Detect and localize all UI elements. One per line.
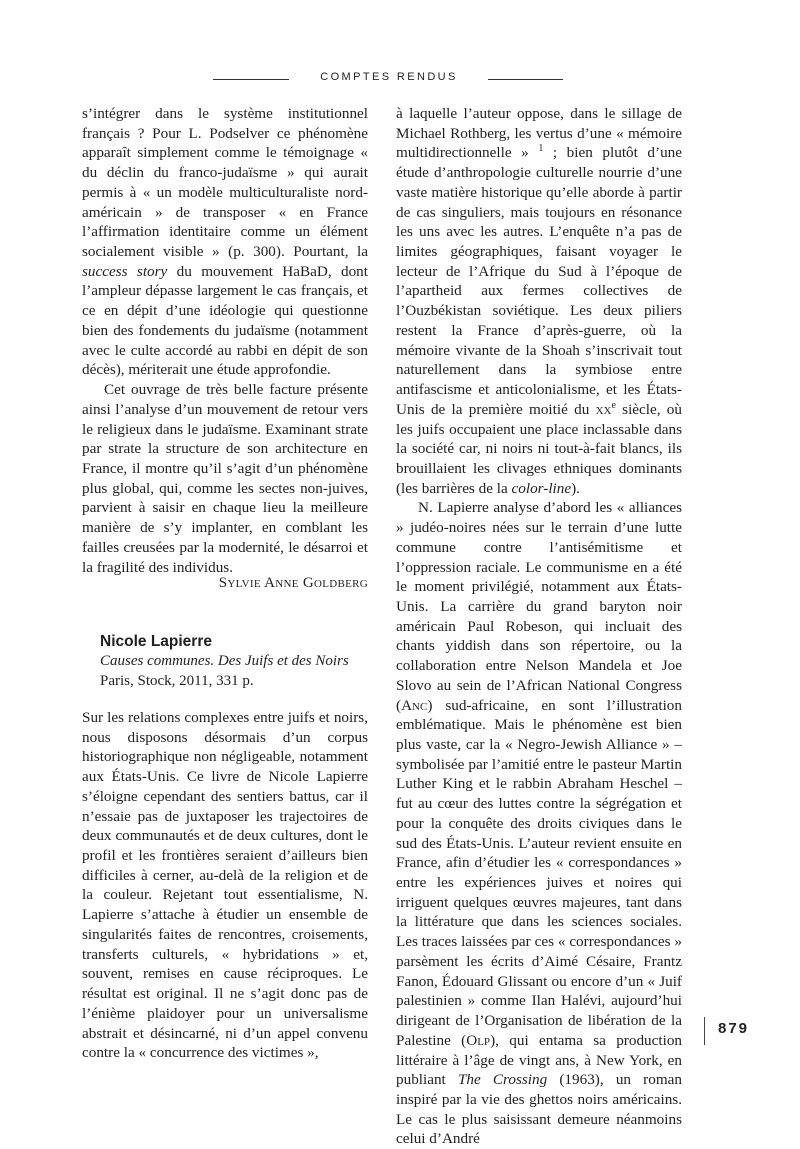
running-header (0, 71, 800, 87)
header-rule-right (488, 79, 563, 80)
review-body-left (82, 708, 368, 1063)
right-paragraph-2: N. Lapierre analyse d’abord les « alliances » judéo-noires nées sur le terrain d’une lutte commune contre l’antisémitisme et l’oppression raciale. Le communisme en a été le moment privilégié, notamment aux États-Unis. La carrière du grand baryton noir américain Paul Robeson, qui incluait des chants yiddish dans son répertoire, ou la collaboration entre Nelson Mandela et Joe Slovo au sein de l’African National Congress (Anc) sud-africaine, en sont l’illustration emblématique. Mais le phénomène est bien plus vaste, car la « Negro-Jewish Alliance » – symbolisée par l’amitié entre le pasteur Martin Luther King et le rabbin Abraham Heschel – fut au cœur des luttes contre la ségrégation et pour la conquête des droits civiques dans le sud des États-Unis. L’auteur revient ensuite en France, afin d’étudier les « correspondances » entre les expériences juives et noires qui irriguent quelques œuvres majeures, tant dans la littérature que dans les sciences sociales. Les traces laissées par ces « correspondances » parsèment les écrits d’Aimé Césaire, Frantz Fanon, Édouard Glissant ou encore d’un « Juif palestinien » comme Ilan Halévi, aujourd’hui dirigeant de l’Organisation de libération de la Palestine (Olp), qui entama sa production littéraire à l’âge de vingt ans, à New York, en publiant The Crossing (1963), un roman inspiré par la vie des ghettos noirs américains. Le cas le plus saisissant demeure néanmoins celui d’André (396, 499, 683, 1148)
right-column-text (396, 104, 682, 1149)
left-paragraph-1: s’intégrer dans le système institutionnel français ? Pour L. Podselver ce phénomène apparaît simplement comme le témoignage « du déclin du franco-judaïsme » qui aurait permis à « un modèle multiculturaliste nord-américain » de transposer « en France l’affirmation identitaire comme un élément socialement visible » (p. 300). Pourtant, la success story du mouvement HaBaD, dont l’ampleur dépasse largement le cas français, et ce en dépit d’une idéologie qui questionne bien des fondements du judaïsme (notamment avec le culte accordé au rabbi en dépit de son décès), mériterait une étude approfondie. (82, 105, 368, 379)
header-rule-left (213, 79, 289, 80)
running-header-title: COMPTES RENDUS (320, 71, 458, 83)
right-paragraph-1: à laquelle l’auteur oppose, dans le sillage de Michael Rothberg, les vertus d’une « mémoire multidirectionnelle » $^1$ ; bien plutôt d’une étude d’anthropologie culturelle nourrie d’une vaste matière historique qu’elle aborde à partir de cas singuliers, mais toujours en résonance les uns avec les autres. L’enquête n’a pas de limites géographiques, faisant voyager le lecteur de l’Afrique du Sud à l’époque de l’apartheid aux fermes collectives de l’Ouzbékistan soviétique. Les deux piliers restent la France d’après-guerre, où la mémoire vivante de la Shoah s’inscrivait tout naturellement dans la symbiose entre antifascisme et anticolonialisme, et les États-Unis de la première moitié du $xx^e$ siècle, où les juifs occupaient une place inclassable dans la société car, ni noirs ni tout-à-fait blancs, ils brouillaient les clivages ethniques dominants (les barrières de la color-line). (396, 105, 683, 497)
footnote-ref: 1 (538, 143, 544, 155)
review-signature: Sylvie Anne Goldberg (218, 575, 368, 591)
page-number: 879 (704, 1017, 800, 1045)
review-author: Nicole Lapierre (100, 633, 212, 650)
left-paragraph-2: Cet ouvrage de très belle facture présente ainsi l’analyse d’un mouvement de retour vers le religieux dans le judaïsme. Examinant strate par strate la structure de son architecture en France, il montre qu’il s’agit d’un phénomène plus global, qui, comme les sectes non-juives, parvient à saisir en chaque lieu la meilleure manière de s’y implanter, en comblant les failles creusées par la modernité, le désarroi et la fragilité des individus. (82, 381, 368, 576)
left-column-text (82, 104, 368, 577)
review-publication: Paris, Stock, 2011, 331 p. (100, 673, 254, 689)
review-book-title: Causes communes. Des Juifs et des Noirs (100, 653, 349, 669)
review-paragraph-1: Sur les relations complexes entre juifs et noirs, nous disposons désormais d’un corpus historiographique non négligeable, notamment aux États-Unis. Ce livre de Nicole Lapierre s’éloigne cependant des sentiers battus, car il n’essaie pas de juxtaposer les trajectoires de deux communautés et de deux cultures, dont le profil et les frontières seraient d’ailleurs bien difficiles à cerner, au-delà de la religion et de la couleur. Rejetant tout essentialisme, N. Lapierre s’attache à étudier un ensemble de singularités faites de rencontres, croisements, transferts culturels, « hybridations » et, souvent, remises en cause réciproques. Le résultat est original. Il ne s’agit donc pas de l’énième plaidoyer pour un universalisme abstrait et désincarné, ni d’un appel convenu contre la « concurrence des victimes », (82, 709, 368, 1062)
review-header (100, 632, 368, 691)
